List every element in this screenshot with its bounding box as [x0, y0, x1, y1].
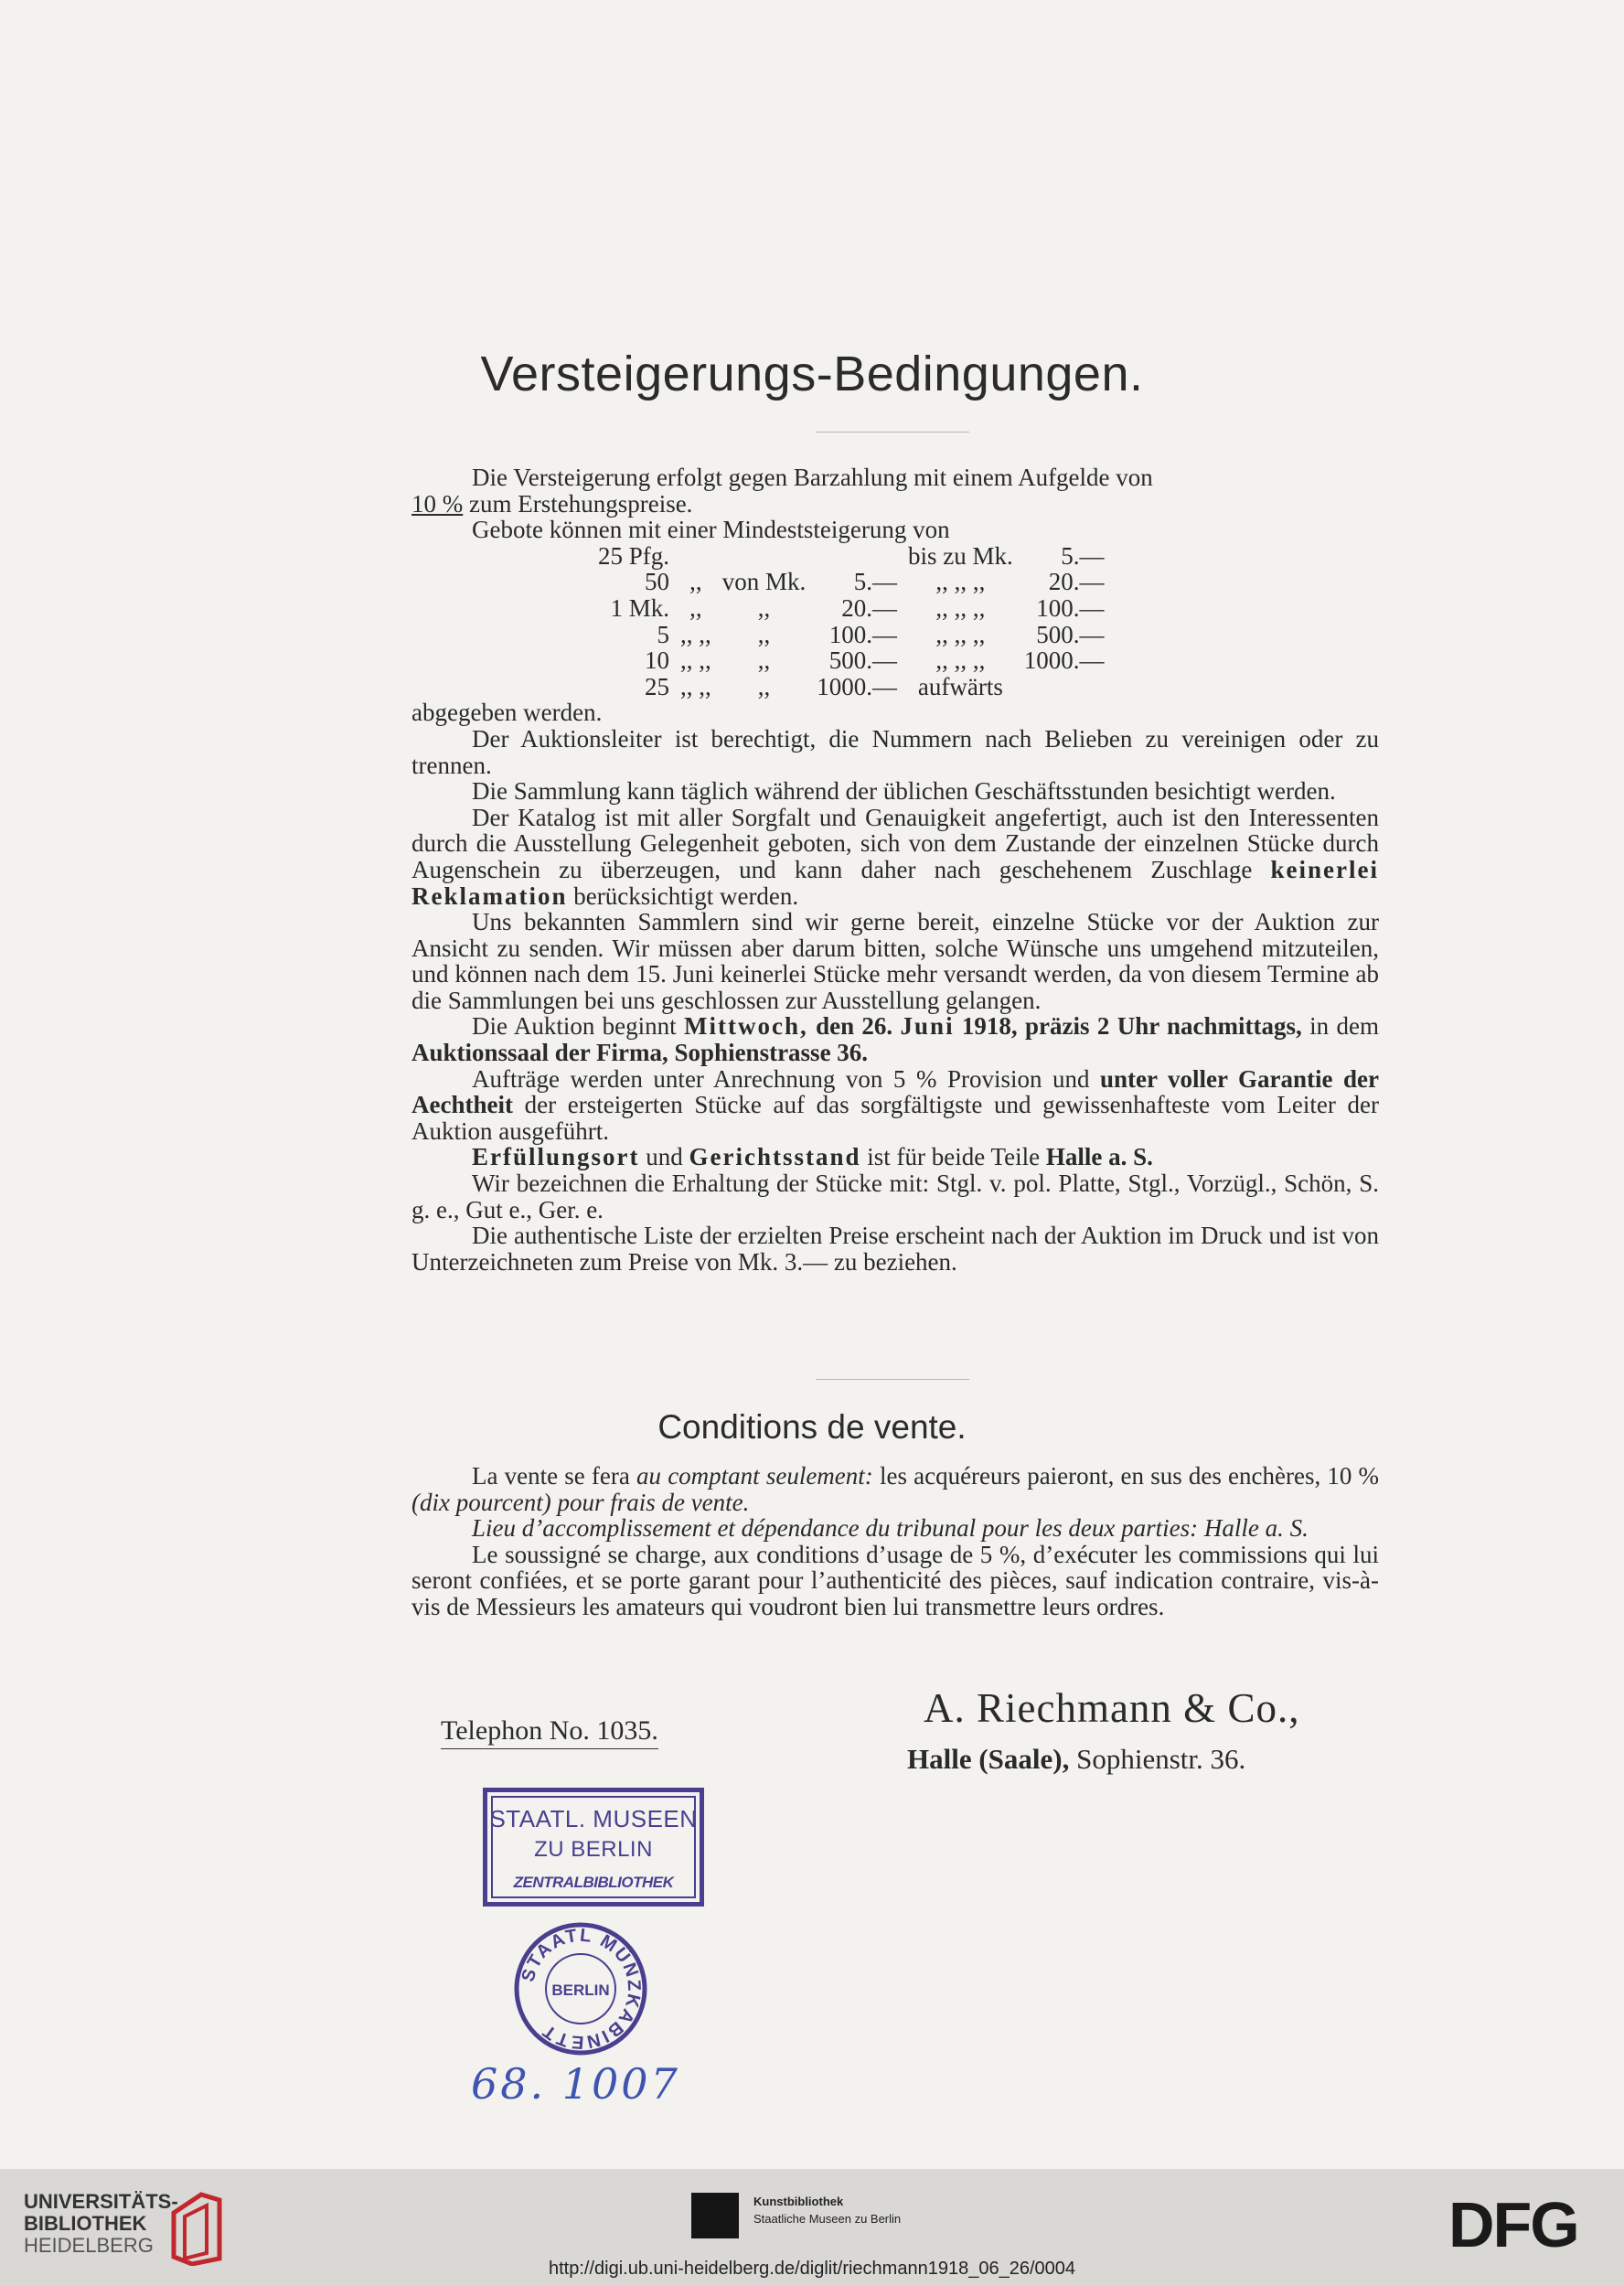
- uni-line2: BIBLIOTHEK: [24, 2212, 147, 2235]
- kunstbibliothek-logo-icon: [691, 2193, 739, 2238]
- paragraph-viewing: Die Sammlung kann täglich während der üblichen Geschäftsstunden besichtigt werden.: [472, 777, 1336, 806]
- jurisdiction-city: Halle a. S.: [1045, 1143, 1153, 1171]
- paragraph-bids: Gebote können mit einer Mindeststeigerung von: [472, 516, 950, 544]
- german-conditions: [411, 465, 1379, 1275]
- bid-cell: ,, ,, ,,: [935, 646, 986, 675]
- auction-venue: Auktionssaal der Firma, Sophienstrasse 36.: [411, 1039, 869, 1067]
- source-url[interactable]: http://digi.ub.uni-heidelberg.de/diglit/riechmann1918_06_26/0004: [549, 2259, 1075, 2279]
- date-text-mid: in dem: [1301, 1012, 1379, 1041]
- kb-line2: Staatliche Museen zu Berlin: [753, 2212, 902, 2226]
- auction-time: 1918, präzis 2 Uhr nachmittags,: [954, 1012, 1302, 1041]
- bid-cell: 5.—: [853, 568, 898, 596]
- jurisdiction-text: ist für beide Teile: [860, 1143, 1046, 1171]
- handwritten-inventory-number: 68. 1007: [471, 2059, 680, 2109]
- bid-cell: ,, ,, ,,: [935, 593, 986, 622]
- kunstbibliothek-label: [753, 2193, 901, 2227]
- bid-row: [593, 595, 1110, 622]
- catalogue-text-end: berücksichtigt werden.: [567, 881, 799, 910]
- coin-cabinet-seal: [512, 1920, 649, 2057]
- bid-cell: [675, 543, 717, 570]
- bid-cell: 1 Mk.: [610, 593, 670, 622]
- paragraph-auctioneer: Der Auktionsleiter ist berechtigt, die Nummern nach Belieben zu vereinigen oder zu trennen.: [411, 724, 1379, 779]
- bid-cell: 50: [645, 568, 670, 596]
- bid-cell: 100.—: [828, 620, 898, 648]
- fr-fee-note: (dix pourcent) pour frais de vente.: [411, 1488, 750, 1516]
- paragraph-payment: [411, 465, 1379, 517]
- french-section-title: Conditions de vente.: [657, 1408, 967, 1446]
- bid-cell: bis zu Mk.: [908, 541, 1013, 570]
- bid-cell: ,,: [757, 646, 771, 675]
- bid-cell: aufwärts: [917, 672, 1003, 700]
- fr-payment-text-mid: les acquéreurs paieront, en sus des enchères, 10 %: [872, 1462, 1380, 1490]
- bid-cell: 500.—: [1036, 620, 1105, 648]
- bid-row: [593, 569, 1110, 595]
- authenticity-guarantee: unter voller Garantie der Aechtheit: [411, 1064, 1379, 1119]
- bid-cell: ,, ,,: [680, 620, 711, 648]
- bid-cell: 25 Pfg.: [598, 541, 670, 570]
- firm-address: [907, 1743, 1245, 1776]
- bid-cell: 1000.—: [817, 672, 898, 700]
- bid-cell: [717, 543, 812, 570]
- bid-cell: ,, ,,: [680, 646, 711, 675]
- bid-cell: 1000.—: [1023, 646, 1105, 675]
- bid-cell: 100.—: [1036, 593, 1105, 622]
- bid-cell: 500.—: [828, 646, 898, 675]
- section-divider: [816, 1379, 969, 1380]
- commission-text: Aufträge werden unter Anrechnung von 5 % Provision und: [472, 1064, 1100, 1093]
- paragraph-commissions: [411, 1066, 1379, 1145]
- paragraph-price-list: Die authentische Liste der erzielten Preise erscheint nach der Auktion im Druck und ist von Unterzeichneten zum Preise von Mk. 3.— zu beziehen.: [411, 1222, 1379, 1276]
- payment-text: Die Versteigerung erfolgt gegen Barzahlung mit einem Aufgelde von: [472, 464, 1153, 491]
- uni-line1: UNIVERSITÄTS-: [24, 2190, 178, 2213]
- firm-city: Halle (Saale),: [907, 1743, 1070, 1775]
- fr-paragraph-commissions: Le soussigné se charge, aux conditions d’usage de 5 %, d’exécuter les commissions qui lui seront confiées, et se porte garant pour l’authenticité des pièces, sauf indication contraire, vis-à-vis de Messieurs les amateurs qui voudront bien lui transmettre leurs ordres.: [411, 1540, 1379, 1620]
- bid-cell: [811, 543, 903, 570]
- firm-street: Sophienstr. 36.: [1069, 1743, 1246, 1775]
- paragraph-condition-grades: Wir bezeichnen die Erhaltung der Stücke mit: Stgl. v. pol. Platte, Stgl., Vorzügl., Schön, S. g. e., Gut e., Ger. e.: [411, 1170, 1379, 1223]
- library-stamp: [483, 1788, 704, 1907]
- payment-text-end: zum Erstehungspreise.: [463, 489, 693, 518]
- bid-cell: 10: [645, 646, 670, 675]
- bid-cell: 25: [645, 672, 670, 700]
- bid-cell: ,,: [689, 593, 702, 622]
- auction-day: den 26.: [807, 1012, 901, 1041]
- title-divider: [816, 432, 969, 433]
- paragraph-catalogue: [411, 805, 1379, 909]
- fr-paragraph-jurisdiction: Lieu d’accomplissement et dépendance du tribunal pour les deux parties: Halle a. S.: [472, 1514, 1309, 1543]
- fr-cash-only: au comptant seulement:: [636, 1462, 873, 1490]
- bid-increment-table: [593, 543, 1110, 700]
- place-of-fulfilment: Erfüllungsort: [472, 1143, 640, 1171]
- bid-cell: [1019, 674, 1110, 700]
- paragraph-jurisdiction: [411, 1144, 1379, 1170]
- uni-line3: HEIDELBERG: [24, 2234, 154, 2257]
- court-of-jurisdiction: Gerichtsstand: [689, 1143, 861, 1171]
- bid-row: [593, 674, 1110, 700]
- bid-cell: 20.—: [841, 593, 898, 622]
- bid-cell: von Mk.: [721, 568, 807, 596]
- fr-paragraph-payment: [411, 1463, 1379, 1515]
- auction-month: Juni: [900, 1012, 955, 1041]
- bid-cell: 5: [657, 620, 670, 648]
- page-title: Versteigerungs-Bedingungen.: [480, 347, 1144, 401]
- library-stamp-line2: ZU BERLIN: [534, 1837, 653, 1862]
- kb-line1: Kunstbibliothek: [753, 2195, 844, 2208]
- bid-cell: ,, ,,: [680, 672, 711, 700]
- telephone-number: Telephon No. 1035.: [441, 1715, 658, 1749]
- library-stamp-line1: STAATL. MUSEEN: [489, 1805, 698, 1832]
- bid-row: [593, 647, 1110, 674]
- premium-percent: 10 %: [411, 489, 464, 518]
- paragraph-collectors: Uns bekannten Sammlern sind wir gerne bereit, einzelne Stücke vor der Auktion zur Ansicht zu senden. Wir müssen aber darum bitten, solche Wünsche uns umgehend mitzuteilen, und können nach dem 15. Juni keinerlei Stücke mehr versandt werden, da von diesem Termine ab die Sammlungen bei uns geschlossen zur Ausstellung gelangen.: [411, 908, 1379, 1014]
- bid-cell: ,, ,, ,,: [935, 568, 986, 596]
- bid-row: [593, 622, 1110, 648]
- catalogue-text: Der Katalog ist mit aller Sorgfalt und Genauigkeit angefertigt, auch ist den Interessenten durch die Ausstellung Gelegenheit geboten, sich von dem Zustande der einzelnen Stücke durch Augenschein zu überzeugen, und kann daher nach geschehenem Zuschlage: [411, 803, 1379, 883]
- bid-cell: ,,: [757, 672, 771, 700]
- bid-cell: 20.—: [1048, 568, 1105, 596]
- seal-center-text: BERLIN: [551, 1982, 610, 1999]
- heidelberg-library-icon: [165, 2185, 229, 2266]
- library-stamp-line3: ZENTRALBIBLIOTHEK: [513, 1874, 674, 1891]
- bid-cell: ,,: [757, 620, 771, 648]
- paragraph-auction-date: [411, 1013, 1379, 1065]
- jurisdiction-and: und: [639, 1143, 689, 1171]
- fr-payment-text: La vente se fera: [472, 1462, 637, 1490]
- no-claims-notice: keinerlei Reklamation: [411, 855, 1379, 910]
- paragraph-bids-end: abgegeben werden.: [411, 699, 603, 727]
- bid-cell: ,,: [689, 568, 702, 596]
- bid-cell: 5.—: [1061, 541, 1105, 570]
- commission-text-end: der ersteigerten Stücke auf das sorgfältigste und gewissenhafteste vom Leiter der Auktion ausgeführt.: [411, 1091, 1379, 1145]
- bid-row: [593, 543, 1110, 570]
- firm-name: A. Riechmann & Co.,: [924, 1685, 1300, 1731]
- bid-cell: ,,: [757, 593, 771, 622]
- seal-ring-text: STAATL MÜNZKABINETT: [518, 1925, 645, 2053]
- date-text: Die Auktion beginnt: [472, 1012, 685, 1041]
- heidelberg-library-logo-text: [24, 2191, 178, 2257]
- bid-cell: ,, ,, ,,: [935, 620, 986, 648]
- auction-weekday: Mittwoch,: [684, 1012, 808, 1041]
- french-conditions: [411, 1463, 1379, 1620]
- dfg-logo: DFG: [1448, 2189, 1578, 2260]
